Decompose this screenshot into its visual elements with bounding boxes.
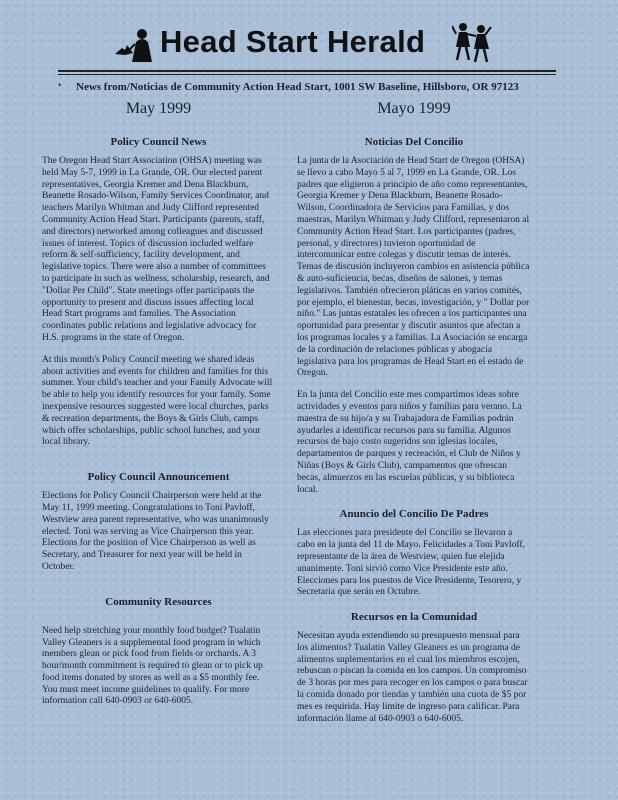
- section-title: Recursos en la Comunidad: [350, 611, 478, 624]
- paragraph: At this month's Policy Council meeting we shared ideas about activities and events for children and families for this summer. Your child's teacher and your Family Advocate will be able to help you identify resources for your family. Some inexpensive resources suggested were local churches, parks & recreation departments, the Boys & Girls Club, camps which offer scholarships, public school lunches, and your local library.: [42, 354, 273, 448]
- paragraph: Necesitan ayuda extendiendo su presupuesto mensual para los alimentos? Tualatin Valley Gleaners es un programa de alimentos suplementarios en el cual los miembros escojen, rebuscan o piscan la comida en los campos. Un compromiso de 3 horas por mes para recoger en los campos o para buscar la comida donado por tiendas y también una cuota de $5 por mes es requirida. Hay limite de ingreso para calificar. Para información llame al 640-0903 o 640-6005.: [297, 631, 528, 724]
- spanish-column: [297, 100, 531, 735]
- masthead-rule-thin: [58, 74, 556, 75]
- section-title: Policy Council News: [110, 136, 207, 148]
- paragraph: En la junta del Concilio este mes compartimos ideas sobre actividades y eventos para niños y familias para verano. La maestra de su hijo/a y su Trabajadora de Familias podrán ayudarles a identificar recursos para su familia. Algunos recursos de bajo costo sugeridos son iglesias locales, departamentos de parques y recreación, el Club de Niños y Niñas (Boys & Girls Club), campamentos que ofrescan becas, almuerzos en las escuelas públicas, y su biblioteca local.: [297, 390, 522, 495]
- paragraph: Elections for Policy Council Chairperson were held at the May 11, 1999 meeting. Congratulations to Toni Pavloff, Westview area parent representative, who was unanimously elected. Toni was serving as Vice Chairperson this year. Elections for the position of Vice Chairperson as well as Secretary, and Treasurer for next year will be held in October.: [42, 491, 269, 572]
- masthead-title: Head Start Herald: [160, 24, 426, 59]
- section-title: Policy Council Announcement: [87, 471, 230, 484]
- paragraph: The Oregon Head Start Association (OHSA) meeting was held May 5-7, 1999 in La Grande, OR. Our elected parent representatives, Georgia Kremer and Dena Blackburn, Beanette Rosado-Wilson, Family Services Coordinator, and teachers Marilyn Whitman and Judy Clifford represented Community Action Head Start. Participants (parents, staff, and directors) networked among colleagues and discussed issues of interest. Topics of discussion included welfare reform & self-sufficiency, facility development, and legislative topics. There were also a number of committees to participate in such as wellness, scholarship, research, and "Dollar Per Child". State meetings offer participants the opportunity to present and discuss issues affecting local Head Start programs and families. The Association coordinates public relations and legislative advocacy for H.S. programs in the state of Oregon.: [42, 156, 270, 343]
- paragraph: Las elecciones para presidente del Concilio se llevaron a cabo en la junta del 11 de Mayo. Felicidades a Toni Pavloff, representante de la área de Westview, quien fue elejida unanimente. Toni sirvió como Vice Presidente este año. Elecciones para los puestos de Vice Presidente, Tesorero, y Secretaria que serán en Octubre.: [297, 528, 525, 598]
- paragraph: Need help stretching your monthly food budget? Tualatin Valley Gleaners is a supplemental food program in which members glean or pick food from fields or orchards. A 3 hour/month commitment is required to glean or to pick up food items donated by stores as well as a $5 monthly fee. You must meet income guidelines to qualify. For more information call 640-0903 or 640-6005.: [42, 625, 263, 707]
- month-heading: Mayo 1999: [377, 100, 451, 117]
- bullet-icon: •: [58, 80, 62, 90]
- masthead: [0, 20, 618, 72]
- section-title: Anuncio del Concilio De Padres: [339, 508, 489, 521]
- dancing-children-icon: [452, 20, 492, 64]
- masthead-rule: [58, 70, 556, 72]
- subtitle: News from/Noticias de Community Action Head Start, 1001 SW Baseline, Hillsboro, OR 97123: [76, 81, 519, 93]
- english-column: [42, 100, 275, 718]
- bird-and-child-icon: [113, 24, 157, 64]
- section-title: Noticias Del Concilio: [364, 136, 464, 148]
- month-heading: May 1999: [125, 100, 192, 117]
- section-title: Community Resources: [105, 595, 212, 608]
- paragraph: La junta de la Asociación de Head Start de Oregon (OHSA) se llevo a cabo Mayo 5 al 7, 1999 en La Grande, OR. Los padres que eligieron a principio de año como representantes, Georgia Kremer y Dena Blackburn, Beanette Rosado-Wilson, Coordinadora de Servicios para Familias, y dos maestras, Marilyn Whitman y Judy Clifford, representaron al Community Action Head Start. Los participantes (padres, personal, y directores) tuvieron oportunidad de intercomunicar entre colegas y discutir temas de interés. Temas de discusión incluyeron cambios en asistencia pública & auto-suficiencia, becas, diseños de salones, y temas legislativos. También ofrecieron pláticas en varios comités, por ejemplo, el bienestar, becas, investigación, y " Dollar por niño." Las juntas estatales les ofrecen a los participantes una oportunidad para presentar y discutir asuntos que afectan a los programas locales y a familias. La Asociación se encarga de la cordinación de relaciones públicas y abogacía legislativa para los programas de Head Start en el estado de Oregon.: [297, 156, 530, 379]
